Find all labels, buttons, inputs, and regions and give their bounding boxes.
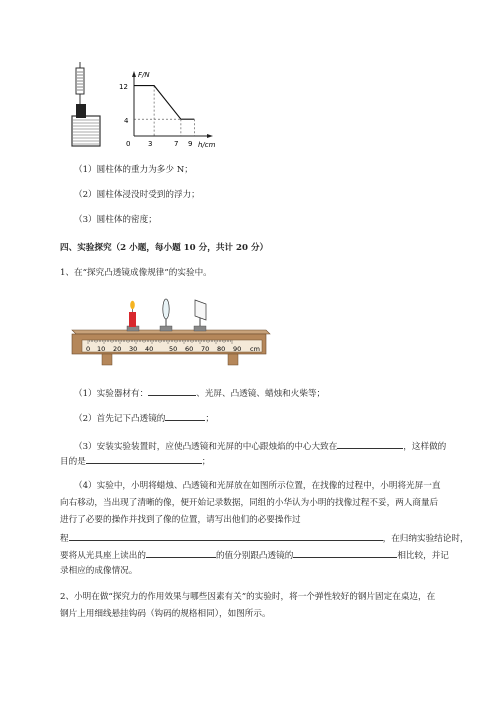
answer-blank-distance[interactable]	[146, 548, 216, 558]
candle	[127, 301, 139, 331]
q1-part4-text-a: 程	[60, 534, 69, 544]
q1-part2-text-a: （2）首先记下凸透镜的	[74, 414, 166, 424]
bench-tick-20: 20	[113, 345, 122, 353]
bench-tick-60: 60	[185, 345, 194, 353]
force-line-series	[134, 86, 194, 120]
light-screen	[194, 300, 206, 331]
q1-part3-text-d: ；	[201, 457, 211, 467]
section-4-title: 四、实验探究（2 小题，每小题 10 分，共计 20 分）	[60, 243, 269, 253]
bench-tick-0: 0	[86, 345, 91, 353]
answer-blank-focal-length[interactable]	[293, 548, 397, 558]
bench-tick-70: 70	[201, 345, 210, 353]
q1-part2-text-b: ；	[205, 414, 215, 424]
x-tick-7: 7	[174, 140, 179, 148]
q1-part4-line4	[60, 531, 469, 545]
q1-intro: 1、在“探究凸透镜成像规律”的实验中。	[60, 268, 212, 278]
q1-part4-text-d: 的值分别跟凸透镜的	[215, 551, 294, 561]
question-2-buoyancy: （2）圆柱体浸没时受到的浮力；	[74, 190, 200, 200]
q1-part1-text-b: 、光屏、凸透镜、蜡烛和火柴等；	[196, 389, 326, 399]
q1-part1-text-a: （1）实验器材有：	[74, 389, 149, 399]
answer-blank-operation[interactable]	[69, 531, 383, 541]
q1-part4-line3: 进行了必要的操作并找到了像的位置，请写出他们的必要操作过	[60, 515, 301, 525]
graph-y-label: F/N	[138, 71, 150, 79]
bench-tick-30: 30	[129, 345, 138, 353]
force-depth-graph	[112, 68, 232, 150]
graph-x-label: h/cm	[198, 141, 216, 149]
bench-tick-40: 40	[145, 345, 154, 353]
q1-part4-line2: 向右移动，当出现了清晰的像，便开始记录数据，同组的小华认为小明的找像过程不妥，两人商量后	[60, 498, 439, 508]
convex-lens	[160, 299, 172, 331]
q2-line2: 钢片上用细线悬挂钩码（钩码的规格相同），如图所示。	[60, 609, 271, 619]
optical-bench-figure	[68, 296, 272, 366]
x-tick-0: 0	[126, 140, 131, 148]
q1-part4-line1: （4）实验中，小明将蜡烛、凸透镜和光屏放在如图所示位置，在找像的过程中，小明将光屏一直	[74, 481, 441, 491]
question-3-density: （3）圆柱体的密度；	[74, 215, 157, 225]
question-1-weight: （1）圆柱体的重力为多少 N；	[74, 165, 193, 175]
x-tick-9: 9	[188, 140, 193, 148]
bench-tick-50: 50	[169, 345, 178, 353]
q1-part3-text-c: 目的是	[60, 457, 86, 467]
bench-unit: cm	[250, 345, 260, 353]
q1-part1	[74, 386, 325, 400]
q2-line1: 2、小明在做“探究力的作用效果与哪些因素有关”的实验时，将一个弹性较好的钢片固定在桌边，在	[60, 592, 436, 602]
q1-part4-text-b: ，在归纳实验结论时，	[382, 534, 469, 544]
q1-part3-line1	[74, 439, 446, 453]
y-tick-4: 4	[124, 117, 129, 125]
x-tick-3: 3	[148, 140, 153, 148]
q1-part4-line6: 录相应的成像情况。	[60, 566, 138, 576]
answer-blank-same-height[interactable]	[337, 439, 403, 449]
answer-blank-lens-record[interactable]	[165, 411, 205, 421]
spring-scale-figure	[70, 62, 110, 150]
q1-part3-line2	[60, 454, 210, 468]
q1-part2	[74, 411, 214, 425]
q1-part3-text-b: ，这样做的	[403, 442, 447, 452]
bench-tick-90: 90	[233, 345, 242, 353]
bench-tick-80: 80	[217, 345, 226, 353]
q1-part3-text-a: （3）安装实验装置时，应使凸透镜和光屏的中心跟烛焰的中心大致在	[74, 442, 338, 452]
answer-blank-equipment[interactable]	[148, 386, 196, 396]
y-tick-12: 12	[119, 83, 128, 91]
bench-tick-10: 10	[97, 345, 106, 353]
q1-part4-text-c: 要将从光具座上读出的	[60, 551, 146, 561]
q1-part4-line5	[60, 548, 449, 562]
answer-blank-purpose[interactable]	[86, 454, 202, 464]
q1-part4-text-e: 相比较，并记	[397, 551, 449, 561]
